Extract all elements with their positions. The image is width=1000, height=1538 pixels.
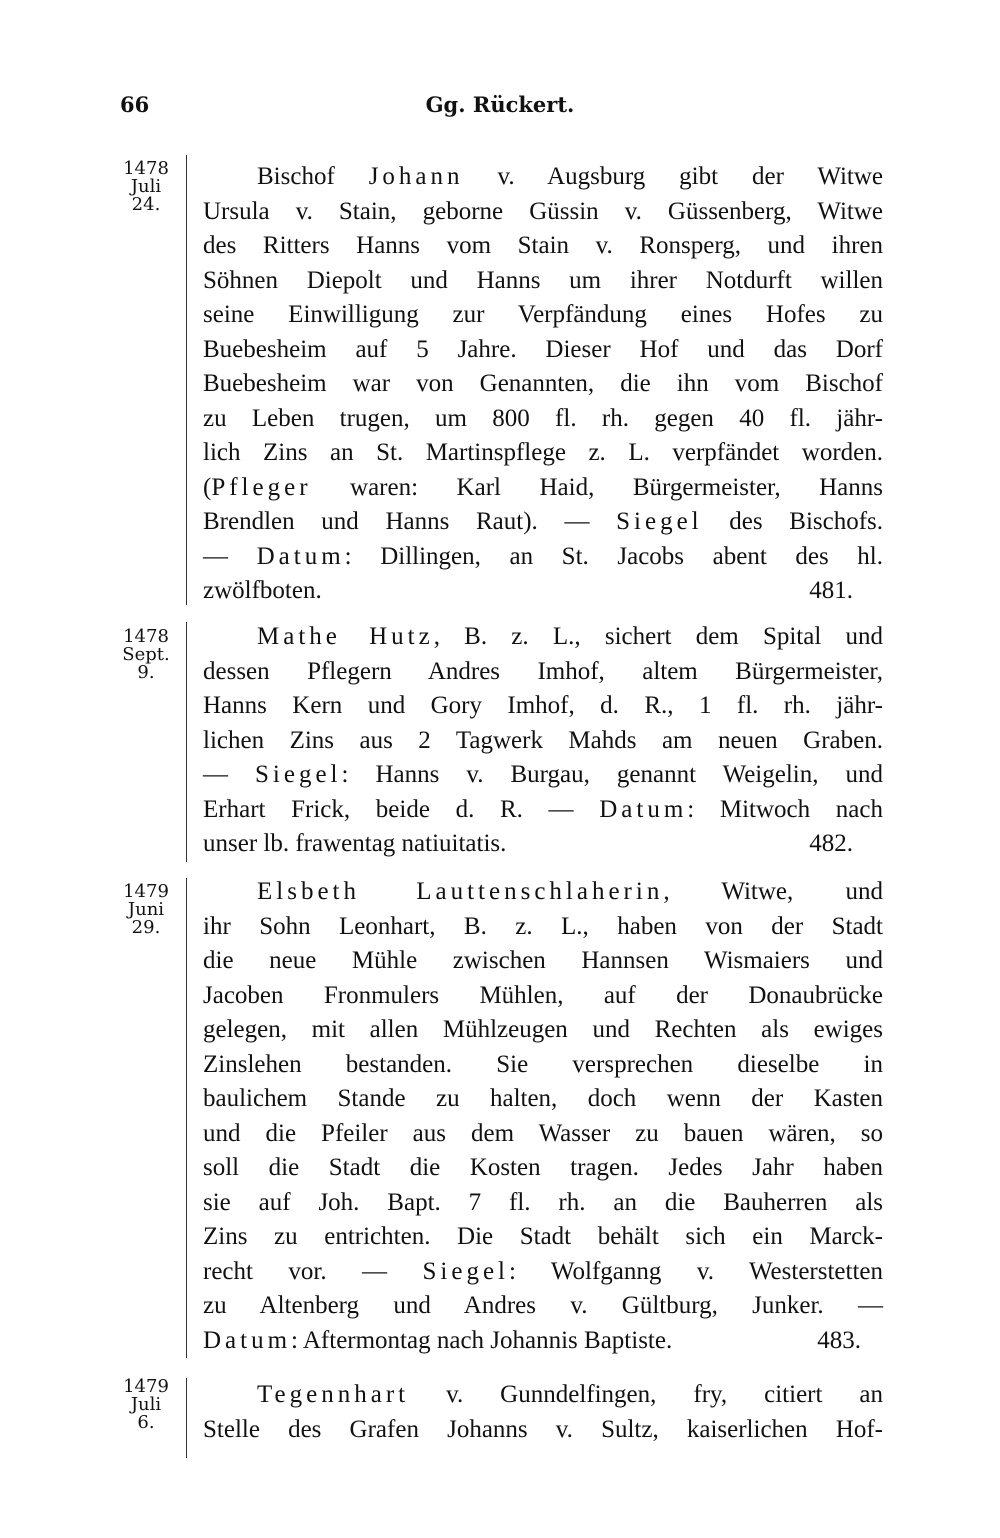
spaced-siegel: Siegel xyxy=(422,1257,509,1285)
text-line: zwölfboten. 481. xyxy=(203,574,883,609)
text-line: gelegen, mit allen Mühlzeugen und Rechten als ewiges xyxy=(203,1016,883,1043)
text-line: Tegennhart v. Gunndelfingen, fry, citiert an xyxy=(257,1381,884,1408)
text-line: Erhart Frick, beide d. R. — Datum: Mitwoch nach xyxy=(203,795,883,823)
date-month: Juli xyxy=(130,176,162,197)
text-line: lich Zins an St. Martinspflege z. L. verpfändet worden. xyxy=(203,439,883,466)
text-line: die neue Mühle zwischen Hannsen Wismaiers und xyxy=(203,947,883,974)
entry-text xyxy=(203,1378,883,1447)
date-month: Juni xyxy=(127,899,165,920)
text-line: Stelle des Grafen Johanns v. Sultz, kaiserlichen Hof- xyxy=(203,1415,883,1443)
text-line: Ursula v. Stain, geborne Güssin v. Güssenberg, Witwe xyxy=(203,197,883,225)
spaced-pfleger: Pfleger xyxy=(211,473,312,501)
text-line: — Siegel: Hanns v. Burgau, genannt Weigelin, und xyxy=(203,761,883,788)
margin-rule xyxy=(186,878,187,1358)
regest-number: 482. xyxy=(809,830,853,857)
text-line: (Pfleger waren: Karl Haid, Bürgermeister, Hanns xyxy=(203,473,883,501)
date-month: Sept. xyxy=(122,644,170,665)
entry-date xyxy=(110,628,182,682)
page-header xyxy=(0,92,1000,124)
regest-number: 481. xyxy=(809,577,853,604)
text-line: zu Altenberg und Andres v. Gültburg, Junker. — xyxy=(203,1292,883,1319)
text-line: Datum: Aftermontag nach Johannis Baptiste. 483. xyxy=(203,1324,883,1359)
entry-date xyxy=(110,1378,182,1432)
page-number: 66 xyxy=(120,92,150,117)
spaced-siegel: Siegel xyxy=(255,761,342,788)
text-line: Brendlen und Hanns Raut). — Siegel des Bischofs. xyxy=(203,508,884,535)
text-line: Buebesheim auf 5 Jahre. Dieser Hof und das Dorf xyxy=(203,335,883,363)
text-line: sie auf Joh. Bapt. 7 fl. rh. an die Bauherren als xyxy=(203,1188,883,1216)
text-line: recht vor. — Siegel: Wolfganng v. Westerstetten xyxy=(203,1257,883,1285)
date-year: 1479 xyxy=(123,1376,169,1397)
spaced-name: Johann xyxy=(368,163,464,190)
text-line: soll die Stadt die Kosten tragen. Jedes Jahr haben xyxy=(203,1154,883,1181)
entry-date xyxy=(110,883,182,937)
entry-date xyxy=(110,160,182,214)
entry-text xyxy=(203,160,883,609)
spaced-siegel: Siegel xyxy=(616,508,703,535)
text-line: seine Einwilligung zur Verpfändung eines Hofes zu xyxy=(203,301,883,328)
text-line: Hanns Kern und Gory Imhof, d. R., 1 fl. rh. jähr- xyxy=(203,692,883,719)
margin-rule xyxy=(186,622,187,862)
text-line: Zinslehen bestanden. Sie versprechen dieselbe in xyxy=(203,1050,883,1078)
text-line: Zins zu entrichten. Die Stadt behält sich ein Marck- xyxy=(203,1223,883,1250)
date-year: 1478 xyxy=(123,626,169,647)
date-month: Juli xyxy=(130,1394,162,1415)
entry-text xyxy=(203,875,883,1358)
running-head: Gg. Rückert. xyxy=(425,92,575,117)
margin-rule xyxy=(186,155,187,605)
date-year: 1479 xyxy=(123,881,169,902)
text-line: ihr Sohn Leonhart, B. z. L., haben von der Stadt xyxy=(203,912,883,940)
text-line: Mathe Hutz, B. z. L., sichert dem Spital und xyxy=(257,623,884,650)
date-year: 1478 xyxy=(123,158,169,179)
spaced-datum: Datum xyxy=(599,795,688,823)
date-day: 29. xyxy=(131,917,161,938)
date-day: 9. xyxy=(137,662,155,683)
text-line: dessen Pflegern Andres Imhof, altem Bürgermeister, xyxy=(203,657,883,685)
text-line: Bischof Johann v. Augsburg gibt der Witwe xyxy=(257,163,884,190)
text-line: des Ritters Hanns vom Stain v. Ronsperg, und ihren xyxy=(203,232,883,259)
regest-number: 483. xyxy=(817,1326,861,1354)
spaced-name: Tegennhart xyxy=(257,1381,410,1408)
spaced-datum: Datum xyxy=(203,1326,292,1354)
spaced-name: Elsbeth Lauttenschlaherin xyxy=(257,878,664,905)
spaced-name: Mathe Hutz xyxy=(257,623,434,650)
text-line: und die Pfeiler aus dem Wasser zu bauen wären, so xyxy=(203,1119,883,1147)
text-line: Elsbeth Lauttenschlaherin, Witwe, und xyxy=(257,878,884,905)
text-line: Jacoben Fronmulers Mühlen, auf der Donaubrücke xyxy=(203,981,883,1009)
text-line: zu Leben trugen, um 800 fl. rh. gegen 40 fl. jähr- xyxy=(203,404,883,432)
text-line: — Datum: Dillingen, an St. Jacobs abent des hl. xyxy=(203,542,884,570)
date-day: 24. xyxy=(131,194,161,215)
spaced-datum: Datum xyxy=(256,542,345,570)
text-line: baulichem Stande zu halten, doch wenn der Kasten xyxy=(203,1085,883,1112)
entry-text xyxy=(203,620,883,862)
text-line: Buebesheim war von Genannten, die ihn vom Bischof xyxy=(203,370,883,397)
margin-rule xyxy=(186,1378,187,1458)
text-line: Söhnen Diepolt und Hanns um ihrer Notdurft willen xyxy=(203,266,883,294)
text-line: lichen Zins aus 2 Tagwerk Mahds am neuen Graben. xyxy=(203,726,883,754)
date-day: 6. xyxy=(137,1412,155,1433)
text-line: unser lb. frawentag natiuitatis. 482. xyxy=(203,827,883,862)
